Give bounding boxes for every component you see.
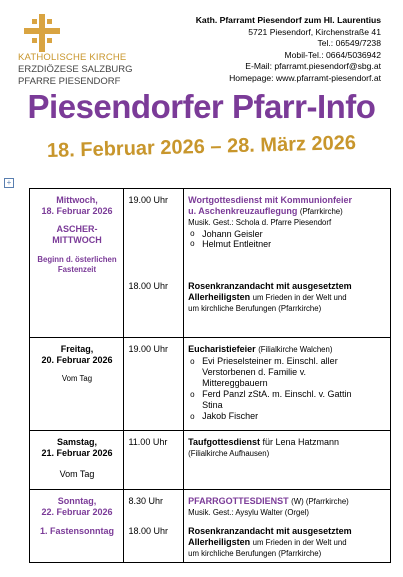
event-time: 18.00 Uhr — [128, 526, 168, 536]
table-row — [30, 338, 391, 431]
table-row — [30, 189, 391, 338]
time-cell — [124, 189, 184, 338]
table-row — [30, 431, 391, 490]
event-title: Wortgottesdienst mit Kommunionfeier — [188, 195, 352, 205]
event-title: PFARRGOTTESDIENST — [188, 496, 289, 506]
day-date: 21. Februar 2026 — [41, 448, 113, 458]
contact-email[interactable]: E-Mail: pfarramt.piesendorf@sbg.at — [245, 61, 381, 72]
day-cell — [30, 338, 124, 431]
list-item: o Helmut Entleitner — [188, 239, 271, 249]
day-date: 18. Februar 2026 — [41, 206, 113, 216]
day-name: Freitag, — [60, 344, 94, 354]
cross-icon — [24, 14, 60, 52]
event-title-2: Allerheiligsten — [188, 292, 251, 302]
list-item-cont: Stina — [202, 400, 223, 410]
feast-name: ASCHER- — [56, 224, 98, 234]
list-item: Ferd Panzl zStA. m. Einschl. v. Gattin — [202, 389, 352, 399]
list-item: o Johann Geisler — [188, 229, 271, 239]
event-title: Eucharistiefeier — [188, 344, 256, 354]
day-cell — [30, 490, 124, 563]
day-name: Sonntag, — [57, 496, 97, 506]
contact-block — [196, 15, 381, 85]
event-cell — [184, 490, 391, 563]
event-title-2: Allerheiligsten — [188, 537, 251, 547]
list-item-cont: Mittereggbauern — [202, 378, 268, 388]
contact-homepage[interactable]: Homepage: www.pfarramt-piesendorf.at — [229, 72, 381, 83]
day-name: Mittwoch, — [56, 195, 98, 205]
day-note-2: Fastenzeit — [57, 265, 97, 274]
time-cell — [124, 490, 184, 563]
day-cell — [30, 431, 124, 490]
event-place: (Pfarrkirche) — [299, 207, 343, 216]
logo-line-1: KATHOLISCHE KIRCHE — [18, 52, 127, 63]
contact-mobile: Mobil-Tel.: 0664/5036942 — [284, 49, 381, 60]
contact-address: 5721 Piesendorf, Kirchenstraße 41 — [248, 26, 381, 37]
event-music: Musik. Gest.: Schola d. Pfarre Piesendorf — [188, 218, 332, 227]
intention-list — [188, 229, 271, 249]
logo-line-2: ERZDIÖZESE SALZBURG — [18, 64, 133, 75]
event-cell — [184, 189, 391, 338]
event-description-2: um kirchliche Berufungen (Pfarrkirche) — [188, 549, 322, 558]
event-title: Taufgottesdienst — [188, 437, 260, 447]
day-note: Beginn d. österlichen — [37, 255, 117, 264]
intention-list: o Evi Prieselsteiner m. Einschl. aller Verstorbenen d. Familie v. Mittereggbauern o Ferd Panzl zStA. m. Einschl. v. Gattin Stina o Jakob Fischer — [190, 356, 352, 421]
table-row — [30, 490, 391, 563]
event-cell — [184, 338, 391, 431]
time-cell — [124, 431, 184, 490]
list-item-cont: Verstorbenen d. Familie v. — [202, 367, 307, 377]
event-title: Rosenkranzandacht mit ausgesetztem — [188, 281, 352, 291]
event-music: Musik. Gest.: Aysylu Walter (Orgel) — [188, 508, 310, 517]
event-description-2: um kirchliche Berufungen (Pfarrkirche) — [188, 304, 322, 313]
day-note: Vom Tag — [61, 374, 93, 383]
day-name: Samstag, — [56, 437, 98, 447]
day-date: 20. Februar 2026 — [41, 355, 113, 365]
schedule-table — [29, 188, 391, 563]
page-title: Piesendorfer Pfarr-Info — [27, 88, 376, 125]
event-time: 19.00 Uhr — [128, 344, 168, 354]
contact-org: Kath. Pfarramt Piesendorf zum Hl. Laurentius — [195, 15, 381, 25]
feast-name-2: MITTWOCH — [52, 235, 102, 245]
event-time: 19.00 Uhr — [128, 195, 168, 205]
list-item: Jakob Fischer — [202, 411, 259, 421]
event-time: 18.00 Uhr — [128, 281, 168, 291]
time-cell — [124, 338, 184, 431]
event-place: (Filialkirche Walchen) — [258, 345, 333, 354]
event-time: 11.00 Uhr — [128, 437, 168, 447]
event-place: (Filialkirche Aufhausen) — [188, 449, 270, 458]
day-date: 22. Februar 2026 — [41, 507, 113, 517]
list-item: Evi Prieselsteiner m. Einschl. aller — [202, 356, 338, 366]
day-cell — [30, 189, 124, 338]
contact-tel: Tel.: 06549/7238 — [317, 38, 381, 49]
day-note: Vom Tag — [59, 469, 95, 479]
event-description: um Frieden in der Welt und — [252, 538, 347, 547]
feast-name: 1. Fastensonntag — [39, 526, 114, 536]
event-description: für Lena Hatzmann — [262, 437, 340, 447]
event-description: um Frieden in der Welt und — [252, 293, 347, 302]
event-time: 8.30 Uhr — [128, 496, 163, 506]
event-place: (W) (Pfarrkirche) — [291, 497, 349, 506]
event-cell — [184, 431, 391, 490]
logo-line-3: PFARRE PIESENDORF — [18, 76, 121, 87]
date-range: 18. Februar 2026 – 28. März 2026 — [46, 131, 357, 163]
event-title-2: u. Aschenkreuzauflegung — [188, 206, 298, 216]
table-move-handle-icon[interactable]: + — [4, 178, 14, 188]
event-title: Rosenkranzandacht mit ausgesetztem — [188, 526, 352, 536]
